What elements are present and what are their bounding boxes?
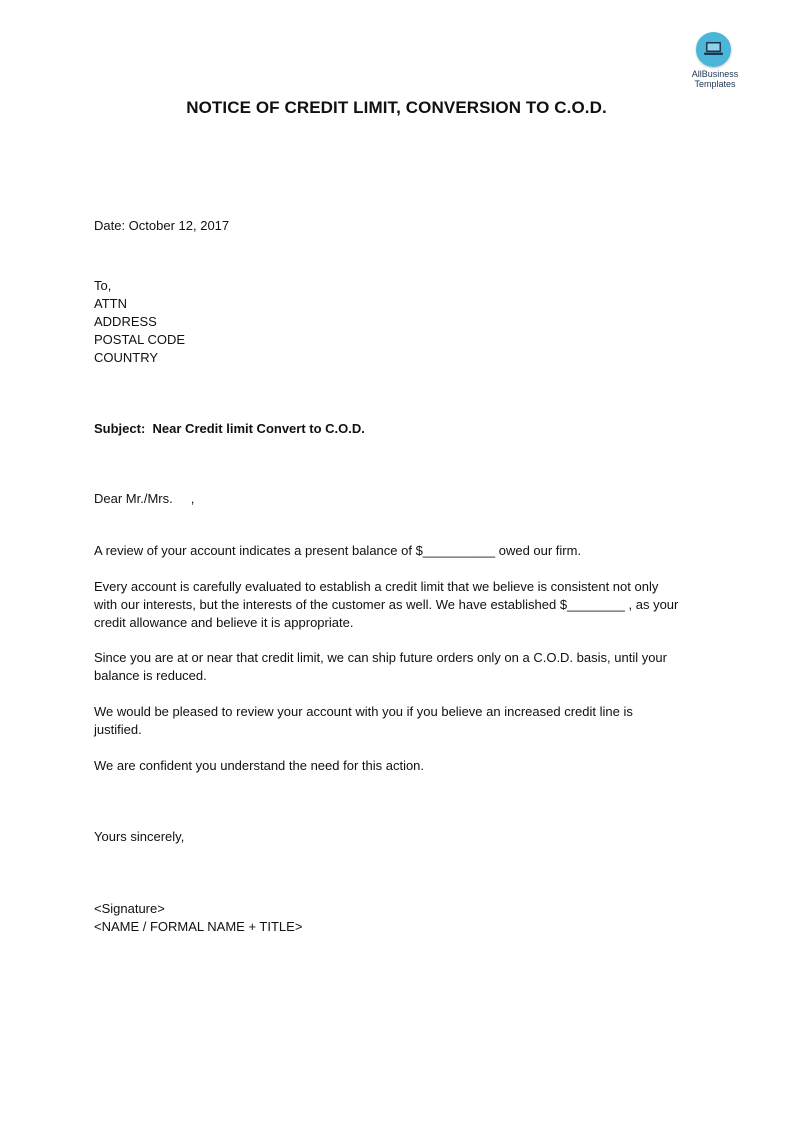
signature-placeholder: <Signature> — [94, 901, 165, 916]
address-attn: ATTN — [94, 296, 127, 311]
document-title: NOTICE OF CREDIT LIMIT, CONVERSION TO C.O.D. — [186, 98, 607, 117]
paragraph-line: Every account is carefully evaluated to establish a credit limit that we believe is consistent not only — [94, 579, 659, 594]
paragraph-line: Since you are at or near that credit limit, we can ship future orders only on a C.O.D. basis, until your — [94, 650, 667, 665]
paragraph-balance: A review of your account indicates a present balance of $__________ owed our firm. — [94, 543, 582, 558]
subject-line — [94, 420, 365, 438]
logo-text — [684, 69, 746, 89]
logo-line-2: Templates — [694, 79, 736, 89]
address-country: COUNTRY — [94, 350, 159, 365]
closing: Yours sincerely, — [94, 829, 185, 844]
subject-text: Near Credit limit Convert to C.O.D. — [152, 421, 365, 436]
paragraph-review-account — [94, 703, 709, 739]
address-to: To, — [94, 278, 112, 293]
address-street: ADDRESS — [94, 314, 157, 329]
subject-label: Subject: — [94, 421, 146, 436]
salutation: Dear Mr./Mrs. , — [94, 491, 195, 506]
name-title-placeholder: <NAME / FORMAL NAME + TITLE> — [94, 919, 303, 934]
paragraph-confident: We are confident you understand the need for this action. — [94, 758, 425, 773]
logo-line-1: AllBusiness — [691, 69, 739, 79]
paragraph-line: with our interests, but the interests of the customer as well. We have established $________ , as your — [94, 597, 679, 612]
paragraph-line: We would be pleased to review your account with you if you believe an increased credit line is — [94, 704, 633, 719]
paragraph-line: balance is reduced. — [94, 668, 207, 683]
paragraph-line: credit allowance and believe it is appropriate. — [94, 615, 354, 630]
address-postal-code: POSTAL CODE — [94, 332, 186, 347]
allbusiness-templates-logo — [684, 32, 746, 92]
logo-circle — [696, 32, 731, 67]
paragraph-credit-limit — [94, 578, 709, 632]
laptop-icon — [703, 40, 724, 58]
date-line: Date: October 12, 2017 — [94, 218, 230, 233]
paragraph-line: justified. — [94, 722, 142, 737]
paragraph-cod-basis — [94, 649, 709, 685]
